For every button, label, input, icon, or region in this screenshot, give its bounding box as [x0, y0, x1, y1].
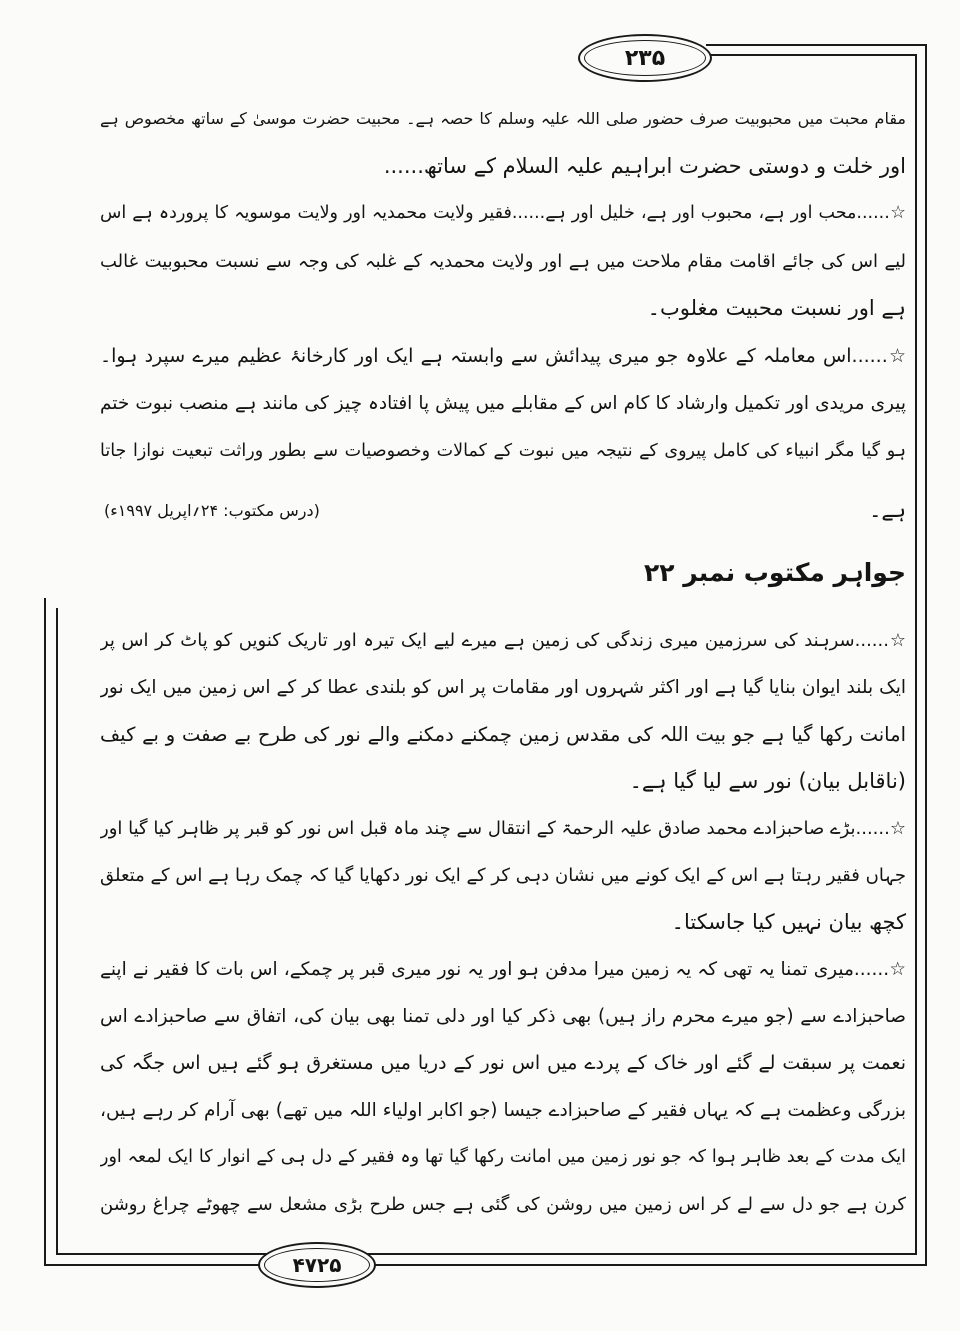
header-page-number: ۲۳۵ [624, 45, 666, 71]
header-page-number-oval [578, 34, 712, 82]
text-line: ایک مدت کے بعد ظاہر ہوا کہ جو نور زمین میں امانت رکھا گیا تھا وہ فقیر کے دل ہی کے انوار کا ایک لمعہ اور [100, 1147, 906, 1167]
section-one [100, 95, 906, 534]
text-line: ☆......محب اور ہے، محبوب اور ہے، خلیل اور ہے......فقیر ولایت محمدیہ اور ولایت موسویہ کا پروردہ ہے اس [100, 203, 906, 223]
frame-bottom-inner-rule [56, 1253, 917, 1255]
text-line: مقام محبت میں محبوبیت صرف حضور صلی اللہ علیہ وسلم کا حصہ ہے۔ محبیت حضرت موسیٰ کے ساتھ مخصوص ہے [100, 109, 906, 128]
text-line: امانت رکھا گیا ہے جو بیت اللہ کی مقدس زمین چمکنے دمکنے والے نور کی طرح بے صفت و بے کیف [100, 723, 906, 746]
text-line: ☆......بڑے صاحبزادے محمد صادق علیہ الرحمۃ کے انتقال سے چند ماہ قبل اس نور کو قبر پر ظاہر کیا گیا اور [100, 818, 906, 839]
text-line: کچھ بیان نہیں کیا جاسکتا۔ [671, 910, 906, 934]
text-line: (ناقابل بیان) نور سے لیا گیا ہے۔ [629, 769, 906, 793]
frame-right-outer-rule [925, 44, 927, 1266]
citation-row [100, 487, 906, 534]
frame-left-inner-rule [56, 608, 58, 1255]
text-line: صاحبزادے سے (جو میرے محرم راز ہیں) بھی ذکر کیا اور دلی تمنا بھی بیان کی، اتفاق سے صاحبزادے اس [100, 1006, 906, 1027]
text-line: پیری مریدی اور تکمیل وارشاد کا کام اس کے مقابلے میں پیش پا افتادہ چیز کی مانند ہے منصب نبوت ختم [100, 393, 906, 414]
citation: (درس مکتوب: ۲۴؍اپریل ۱۹۹۷ء) [104, 501, 320, 520]
text-line: جہاں فقیر رہتا ہے اس کے ایک کونے میں نشان دہی کر کے ایک نور دکھایا گیا کہ چمک رہا ہے اس کے متعلق [100, 865, 906, 886]
frame-top-inner-rule [708, 54, 916, 56]
footer-page-number-oval [258, 1242, 376, 1288]
text-line: اور خلت و دوستی حضرت ابراہیم علیہ السلام کے ساتھ...... [383, 153, 906, 178]
text-line: ☆......سرہند کی سرزمین میری زندگی کی زمین ہے میرے لیے ایک تیرہ اور تاریک کنویں کو پاٹ کر اس پر [100, 630, 906, 651]
frame-bottom-outer-rule [44, 1264, 927, 1266]
text-line: لیے اس کی جائے اقامت مقام ملاحت میں ہے اور ولایت محمدیہ کے غلبہ کی وجہ سے نسبت محبوبیت غالب [100, 250, 906, 272]
text-line: کرن ہے جو دل سے لے کر اس زمین میں روشن کی گئی ہے جس طرح بڑی مشعل سے چھوٹے چراغ روشن [100, 1194, 906, 1215]
footer-page-number: ۴۷۲۵ [292, 1253, 342, 1277]
text-line: ایک بلند ایوان بنایا گیا ہے اور اکثر شہروں اور مقامات پر اس کو بلندی عطا کر کے اس زمین میں ایک نور [100, 677, 906, 698]
text-line: ☆......میری تمنا یہ تھی کہ یہ زمین میرا مدفن ہو اور یہ نور میری قبر پر چمکے، اس بات کا فقیر نے اپنے [100, 959, 906, 980]
text-line: ہے۔ [869, 497, 906, 522]
section-two [100, 617, 906, 1228]
text-line: ہو گیا مگر انبیاء کی کامل پیروی کے نتیجہ میں نبوت کے کمالات وخصوصیات سے بطور وراثت تبعیت نوازا جاتا [100, 440, 906, 461]
text-line: بزرگی وعظمت ہے کہ یہاں فقیر کے صاحبزادے جیسا (جو اکابر اولیاء اللہ میں تھے) بھی آرام کر رہے ہیں، [100, 1100, 906, 1121]
frame-top-outer-rule [706, 44, 927, 46]
frame-right-inner-rule [915, 54, 917, 1254]
text-line: نعمت پر سبقت لے گئے اور خاک کے پردے میں اس نور کے دریا میں مستغرق ہو گئے ہیں اس جگہ کی [100, 1052, 906, 1074]
frame-left-outer-rule [44, 598, 46, 1266]
text-line: ہے اور نسبت محبیت مغلوب۔ [647, 296, 906, 320]
text-line: ☆......اس معاملہ کے علاوہ جو میری پیدائش سے وابستہ ہے ایک اور کارخانۂ عظیم میرے سپرد ہوا۔ [100, 344, 906, 367]
section-heading: جواہر مکتوب نمبر ۲۲ [643, 558, 906, 587]
